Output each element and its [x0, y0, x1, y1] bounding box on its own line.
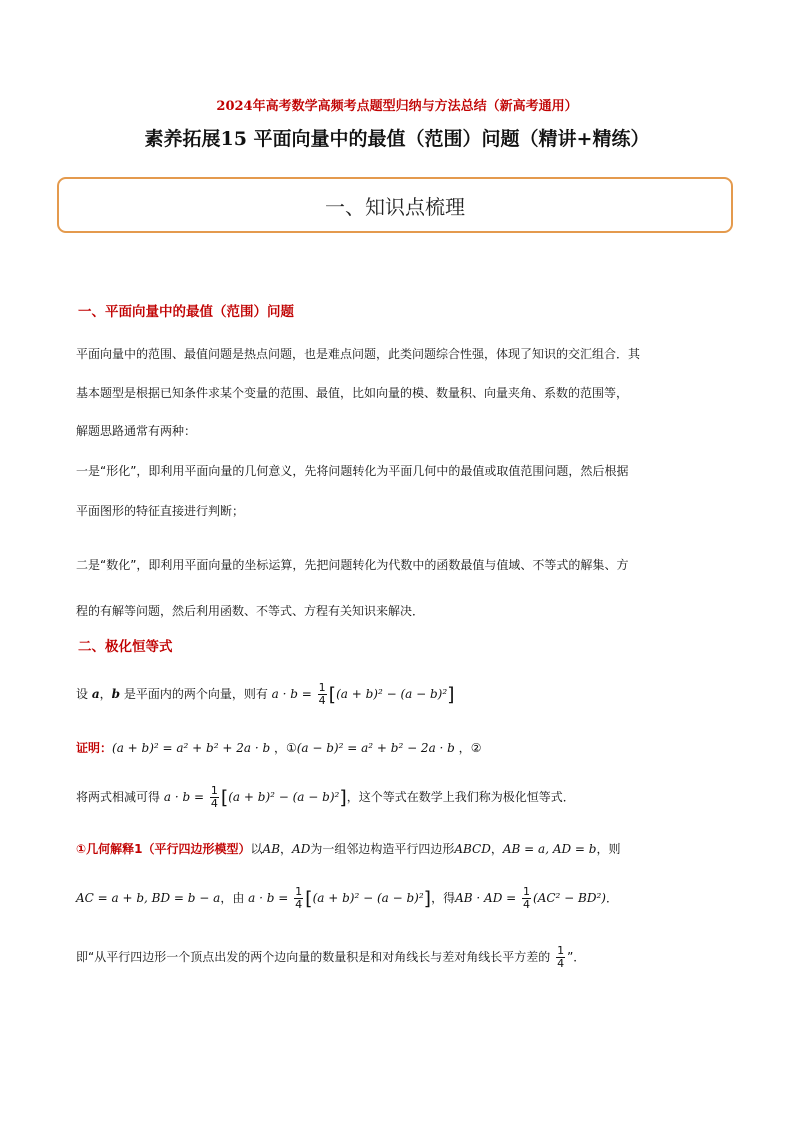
series-title: 2024年高考数学高频考点题型归纳与方法总结（新高考通用） — [216, 99, 578, 114]
paragraph-line: 平面向量中的范围、最值问题是热点问题，也是难点问题，此类问题综合性强，体现了知识的交汇组合．其 — [76, 347, 641, 361]
vector-b: b — [111, 687, 121, 701]
text-span: ， — [99, 687, 112, 701]
section-banner — [57, 177, 733, 233]
bracket-close: ] — [423, 887, 432, 910]
text-span: ，这个等式在数学上我们称为极化恒等式． — [346, 790, 575, 804]
polar-rhs: (a + b)² − (a − b)² — [228, 790, 340, 804]
polar-rhs: (a + b)² − (a − b)² — [336, 687, 448, 701]
text-span: ． — [605, 891, 618, 905]
text-span: ，则 — [596, 842, 621, 856]
fraction-quarter — [556, 945, 565, 970]
text-span: 将两式相减可得 — [76, 790, 161, 804]
polar-lhs: a · b = — [271, 687, 312, 701]
paragraph-line: 基本题型是根据已知条件求某个变量的范围、最值，比如向量的模、数量积、向量夹角、系数的范围等， — [76, 386, 629, 400]
geometric-label: ①几何解释1（平行四边形模型） — [76, 842, 251, 856]
polar-rhs: (a + b)² − (a − b)² — [312, 891, 424, 905]
fraction-numerator: 1 — [523, 885, 531, 898]
fraction-denominator: 4 — [295, 898, 303, 911]
proof-formula-2: (a − b)² = a² + b² − 2a · b — [296, 741, 455, 755]
fraction-quarter — [294, 886, 303, 911]
paragraph-line: 解题思路通常有两种： — [76, 424, 197, 438]
text-span: 设 — [76, 687, 92, 701]
ab-dot-ad: AB · AD = — [455, 891, 517, 905]
fraction-denominator: 4 — [210, 797, 218, 810]
diagonal-definitions: AC = a + b, BD = b − a — [76, 891, 221, 905]
paragraph-line: 一是“形化”，即利用平面向量的几何意义，先将问题转化为平面几何中的最值或取值范围问题，然后根据 — [76, 464, 629, 478]
fraction-denominator: 4 — [318, 694, 326, 707]
geometric-line-2 — [76, 886, 721, 911]
text-span: ， — [280, 842, 293, 856]
vector-a: a — [91, 687, 100, 701]
bracket-open: [ — [220, 786, 229, 809]
circle-one: ① — [285, 741, 297, 755]
combine-line — [76, 785, 721, 810]
circle-two: ② — [470, 741, 482, 755]
paragraph-line: 二是“数化”，即利用平面向量的坐标运算，先把问题转化为代数中的函数最值与值域、不等式的解集、方 — [76, 558, 629, 572]
fraction-quarter — [318, 682, 327, 707]
geometric-line-1: ①几何解释1（平行四边形模型）以AB，AD为一组邻边构造平行四边形ABCD，AB = a, AD = b，则 — [76, 842, 621, 856]
diagonal-difference: (AC² − BD²) — [533, 891, 606, 905]
segment-ad: AD — [292, 842, 311, 856]
identity-statement — [76, 682, 721, 707]
banner-label: 一、知识点梳理 — [325, 194, 465, 219]
polar-lhs: a · b = — [248, 891, 289, 905]
text-span: ，由 — [220, 891, 245, 905]
bracket-close: ] — [339, 786, 347, 809]
fraction-numerator: 1 — [295, 885, 303, 898]
text-span: 即“从平行四边形一个顶点出发的两个边向量的数量积是和对角线长与差对角线长平方差的 — [76, 950, 551, 964]
paragraph-line: 平面图形的特征直接进行判断； — [76, 504, 245, 518]
segment-ab: AB — [262, 842, 281, 856]
conclusion-line — [76, 945, 721, 970]
parallelogram-abcd: ABCD — [454, 842, 491, 856]
section2-heading: 二、极化恒等式 — [78, 639, 173, 655]
text-span: 为一组邻边构造平行四边形 — [310, 842, 455, 856]
text-span: ，得 — [431, 891, 456, 905]
text-span: ”． — [567, 950, 586, 964]
bracket-open: [ — [328, 683, 337, 706]
vector-definitions: AB = a, AD = b — [502, 842, 597, 856]
fraction-denominator: 4 — [557, 957, 565, 970]
text-span: 是平面内的两个向量，则有 — [120, 687, 268, 701]
fraction-denominator: 4 — [523, 898, 531, 911]
polar-lhs: a · b = — [163, 790, 204, 804]
proof-label: 证明： — [76, 741, 113, 755]
bracket-close: ] — [447, 683, 455, 706]
main-title: 素养拓展15 平面向量中的最值（范围）问题（精讲+精练） — [144, 128, 650, 150]
text-span: 以 — [250, 842, 263, 856]
proof-line: 证明：(a + b)² = a² + b² + 2a · b ，①(a − b)² = a² + b² − 2a · b ，② — [76, 741, 482, 755]
proof-formula-1: (a + b)² = a² + b² + 2a · b — [112, 741, 271, 755]
bracket-open: [ — [305, 887, 313, 910]
paragraph-line: 程的有解等问题，然后利用函数、不等式、方程有关知识来解决． — [76, 604, 425, 618]
fraction-numerator: 1 — [557, 944, 565, 957]
fraction-numerator: 1 — [210, 784, 218, 797]
fraction-quarter — [522, 886, 531, 911]
section1-heading: 一、平面向量中的最值（范围）问题 — [78, 304, 294, 320]
fraction-numerator: 1 — [318, 681, 326, 694]
fraction-quarter — [210, 785, 219, 810]
